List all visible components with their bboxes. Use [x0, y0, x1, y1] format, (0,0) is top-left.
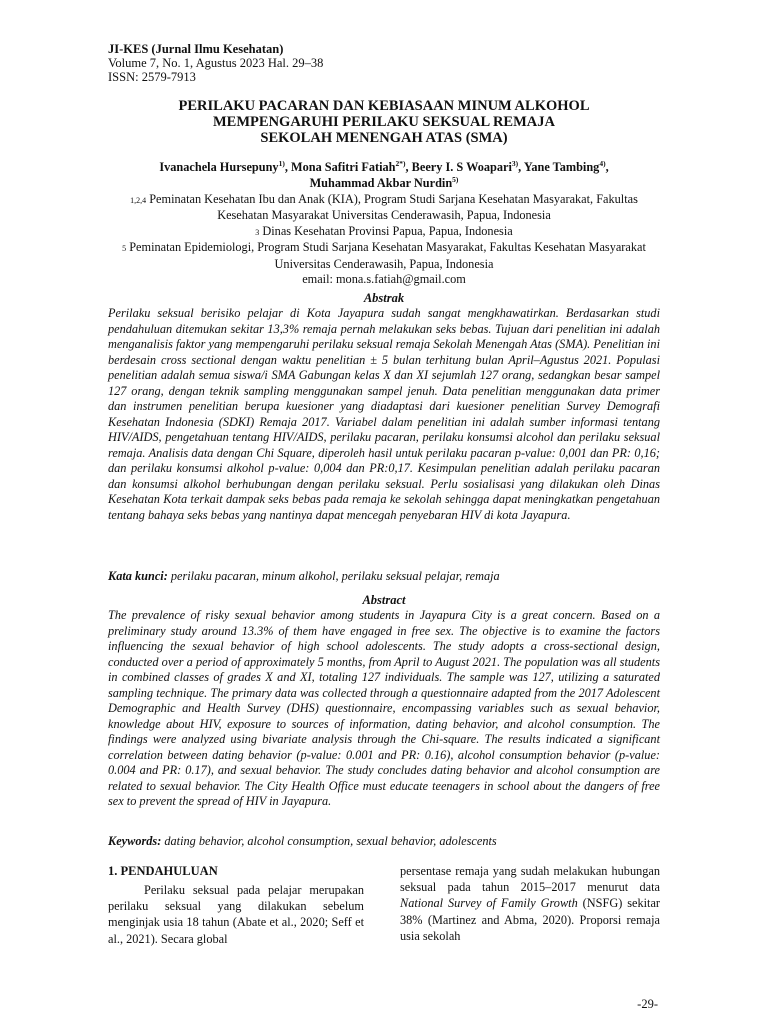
author-name: Beery I. S Woapari	[411, 160, 512, 174]
author-superscript: 5)	[452, 174, 459, 184]
author-name: Mona Safitri Fatiah	[290, 160, 396, 174]
affiliation-number: 5	[122, 244, 127, 254]
affiliation-item	[108, 192, 660, 224]
paper-title-line: PERILAKU PACARAN DAN KEBIASAAN MINUM ALKOHOL	[178, 98, 590, 114]
journal-header	[108, 42, 323, 84]
kata-kunci-text: perilaku pacaran, minum alkohol, perilaku seksual pelajar, remaja	[170, 569, 500, 583]
kata-kunci-label: Kata kunci:	[108, 569, 168, 583]
affiliation-block	[108, 192, 660, 287]
author-superscript: 2*)	[395, 158, 406, 168]
survey-name: National Survey of Family Growth	[400, 896, 578, 911]
author-name: Ivanachela Hursepuny	[159, 160, 279, 174]
abstrak-heading: Abstrak	[363, 291, 405, 305]
affiliation-text: Dinas Kesehatan Provinsi Papua, Papua, Indonesia	[262, 223, 513, 238]
author-name: Yane Tambing	[523, 160, 600, 174]
introduction-column-left	[108, 882, 364, 947]
affiliation-number: 3	[255, 227, 260, 237]
author-superscript: 3)	[511, 158, 519, 168]
paper-title	[108, 98, 660, 146]
author-superscript: 1)	[278, 158, 285, 168]
introduction-column-right	[400, 863, 660, 944]
kata-kunci	[108, 569, 660, 584]
introduction-text: persentase remaja yang sudah melakukan hubungan seksual pada tahun 2015–2017 menurut data	[400, 864, 660, 895]
journal-volume: Volume 7, No. 1, Agustus 2023 Hal. 29–38	[108, 56, 324, 70]
author-list: Ivanachela Hursepuny$^{1)}$, Mona Safitri Fatiah$^{2*)}$, Beery I. S Woapari$^{3)}$, Yane Tambing$^{4)}$, Muhammad Akbar Nurdin$^{5)}$	[159, 158, 609, 190]
affiliation-number: 1,2,4	[130, 196, 147, 205]
introduction-text: (NSFG) sekitar 38% (Martinez and Abma, 2020). Proporsi remaja usia sekolah	[400, 896, 660, 943]
author-name: Muhammad Akbar Nurdin	[309, 175, 453, 190]
abstract-heading: Abstract	[362, 593, 406, 607]
affiliation-item	[108, 240, 660, 272]
keywords-text: dating behavior, alcohol consumption, sexual behavior, adolescents	[164, 834, 497, 848]
journal-issn: ISSN: 2579-7913	[108, 70, 196, 84]
journal-name: JI-KES (Jurnal Ilmu Kesehatan)	[108, 42, 284, 56]
affiliation-text: Peminatan Kesehatan Ibu dan Anak (KIA), Program Studi Sarjana Kesehatan Masyarakat, Fakultas Kesehatan Masyarakat Universitas Cenderawasih, Papua, Indonesia	[149, 192, 638, 223]
keywords-label: Keywords:	[108, 834, 162, 848]
page-number: -29-	[637, 997, 658, 1011]
paper-title-line: MEMPENGARUHI PERILAKU SEKSUAL REMAJA	[213, 114, 555, 130]
abstract-body: The prevalence of risky sexual behavior among students in Jayapura City is a great concern. Based on a preliminary study around 13.3% of them have engaged in free sex. The objective is to examine the factors influencing the sexual behavior of high school adolescents. The study adopts a cross-sectional design, conducted over a period of approximately 5 months, from April to August 2021. The population was all students in combined classes of grades X and XI, totaling 127 individuals. The sample was 127, utilizing a saturated sampling technique. The primary data was collected through a questionnaire adapted from the 2017 Adolescent Demographic and Health Survey (DHS) questionnaire, encompassing variables such as sexual behavior, knowledge about HIV, exposure to sources of information, dating behavior, and alcohol consumption. The findings were analyzed using bivariate analysis through the Chi-square. The results indicated a significant correlation between dating behavior (p-value: 0.001 and PR: 0.16), alcohol consumption behavior (p-value: 0.004 and PR: 0.17), and sexual behavior. The study concludes dating behavior and alcohol consumption are related to sexual behavior. The City Health Office must educate teenagers in school about the dangers of free sex to prevent the spread of HIV in Jayapura.	[108, 608, 660, 808]
corresponding-email: email: mona.s.fatiah@gmail.com	[302, 272, 466, 287]
paper-title-line: SEKOLAH MENENGAH ATAS (SMA)	[260, 130, 508, 146]
affiliation-text: Peminatan Epidemiologi, Program Studi Sarjana Kesehatan Masyarakat, Fakultas Kesehatan Masyarakat Universitas Cenderawasih, Papua, Indonesia	[129, 240, 646, 271]
author-superscript: 4)	[599, 158, 606, 168]
affiliation-item	[108, 224, 660, 240]
introduction-paragraph: Perilaku seksual pada pelajar merupakan perilaku seksual yang dilakukan sebelum menginjak usia 18 tahun (Abate et al., 2020; Seff et al., 2021). Secara global	[108, 883, 364, 946]
abstrak-body: Perilaku seksual berisiko pelajar di Kota Jayapura sudah sangat mengkhawatirkan. Berdasarkan studi pendahuluan ditemukan sekitar 13,3% remaja pernah melakukan seks bebas. Tujuan dari penelitian ini adalah menganalisis faktor yang mempengaruhi perilaku seksual remaja Sekolah Menengah Atas (SMA). Penelitian ini berdesain cross sectional dengan waktu penelitian ± 5 bulan terhitung bulan April–Agustus 2021. Populasi penelitian adalah semua siswa/i SMA Gabungan kelas X dan XI sejumlah 127 orang, sedangkan besar sampel 127 orang, dengan teknik sampling menggunakan sampel jenuh. Data penelitian menggunakan data primer dan instrumen penelitian berupa kuesioner yang diadaptasi dari kuesioner penelitian Survey Demografi Kesehatan Indonesia (SDKI) Remaja 2017. Variabel dalam penelitian ini adalah sumber informasi tentang HIV/AIDS, pengetahuan tentang HIV/AIDS, perilaku pacaran, perilaku konsumsi alcohol dan perilaku seksual remaja. Analisis data dengan Chi Square, diperoleh hasil untuk perilaku pacaran p-value: 0,001 dan PR: 0,16; dan perilaku konsumsi alkohol p-value: 0,004 dan PR:0,17. Kesimpulan penelitian adalah perilaku pacaran dan konsumsi alkohol berhubungan dengan perilaku seksual. Perlu sosialisasi yang dilakukan oleh Dinas Kesehatan Kota terkait dampak seks bebas pada remaja ke sekolah sehingga dapat meningkatkan pengetahuan tentang bahaya seks bebas yang nantinya dapat mencegah penyebaran HIV di kota Jayapura.	[108, 306, 660, 522]
keywords	[108, 834, 660, 849]
section-heading-introduction: 1. PENDAHULUAN	[108, 864, 218, 878]
